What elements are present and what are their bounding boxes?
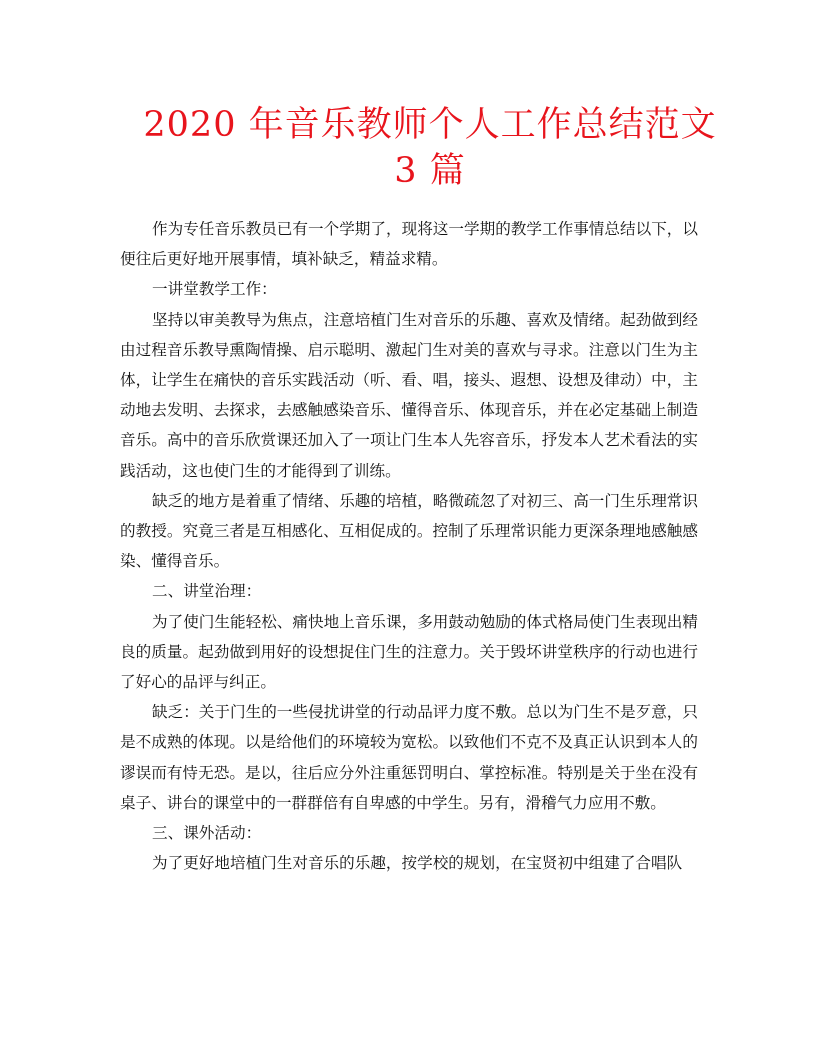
document-title (120, 102, 740, 194)
section-heading-activities: 三、课外活动： (152, 824, 262, 843)
paragraph-activities: 为了更好地培植门生对音乐的乐趣，按学校的规划，在宝贤初中组建了合唱队 (152, 854, 683, 873)
title-line-1: 2020 年音乐教师个人工作总结范文 (143, 105, 717, 145)
paragraph-management: 为了使门生能轻松、痛快地上音乐课，多用鼓动勉励的体式格局使门生表现出精良的质量。起劲做到用好的设想捉住门生的注意力。关于毁坏讲堂秩序的行动也进行了好心的品评与纠正。 (120, 612, 698, 692)
section-heading-management: 二、讲堂治理： (152, 582, 262, 601)
paragraph-intro: 作为专任音乐教员已有一个学期了，现将这一学期的教学工作事情总结以下，以便往后更好地开展事情，填补缺乏，精益求精。 (120, 220, 698, 269)
document-body (120, 214, 698, 878)
section-heading-teaching: 一讲堂教学工作： (152, 280, 277, 299)
paragraph-teaching: 坚持以审美教导为焦点，注意培植门生对音乐的乐趣、喜欢及情绪。起劲做到经由过程音乐教导熏陶情操、启示聪明、激起门生对美的喜欢与寻求。注意以门生为主体，让学生在痛快的音乐实践活动（听、看、唱，接头、遐想、设想及律动）中，主动地去发明、去探求，去感触感染音乐、懂得音乐、体现音乐，并在必定基础上制造音乐。高中的音乐欣赏课还加入了一项让门生本人先容音乐，抒发本人艺术看法的实践活动，这也使门生的才能得到了训练。 (120, 310, 698, 480)
paragraph-teaching-shortcomings: 缺乏的地方是着重了情绪、乐趣的培植，略微疏忽了对初三、高一门生乐理常识的教授。究竟三者是互相感化、互相促成的。控制了乐理常识能力更深条理地感触感染、懂得音乐。 (120, 491, 698, 571)
title-line-2: 3 篇 (394, 151, 466, 191)
paragraph-management-shortcomings: 缺乏：关于门生的一些侵扰讲堂的行动品评力度不敷。总以为门生不是歹意，只是不成熟的体现。以是给他们的环境较为宽松。以致他们不克不及真正认识到本人的谬误而有恃无恐。是以，往后应分外注重惩罚明白、掌控标准。特别是关于坐在没有桌子、讲台的课堂中的一群群倍有自卑感的中学生。另有，滑稽气力应用不敷。 (120, 703, 698, 812)
